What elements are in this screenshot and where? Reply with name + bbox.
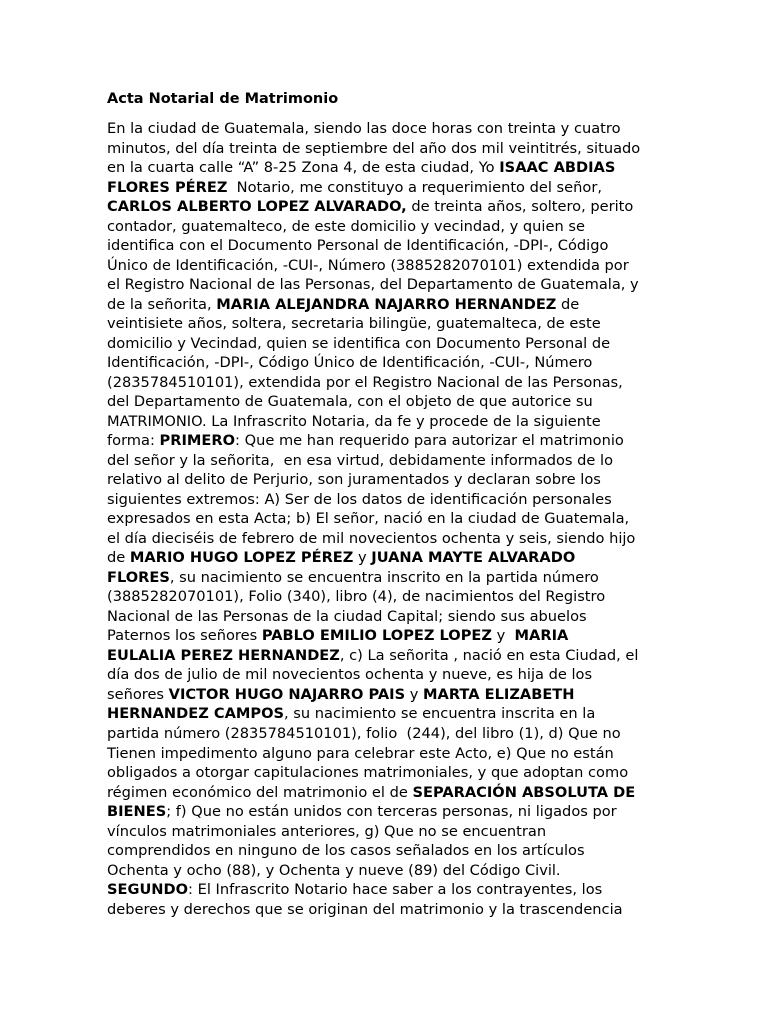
body-text-run: siguientes extremos: A) Ser de los datos de identificación personales — [107, 490, 612, 508]
bold-text: JUANA MAYTE ALVARADO — [371, 549, 576, 567]
body-text-run: ; f) Que no están unidos con terceras personas, ni ligados por — [166, 803, 617, 821]
document-line — [107, 139, 659, 159]
document-line — [107, 724, 659, 744]
bold-text: ISAAC ABDIAS — [499, 159, 616, 177]
bold-text: CARLOS ALBERTO LOPEZ ALVARADO, — [107, 198, 407, 216]
document-line — [107, 744, 659, 764]
document-line — [107, 646, 659, 666]
bold-text: FLORES — [107, 568, 170, 586]
body-text-run: partida número (2835784510101), folio (244), del libro (1), d) Que no — [107, 724, 621, 742]
bold-text: FLORES PÉREZ — [107, 178, 228, 196]
body-text-run: En la ciudad de Guatemala, siendo las doce horas con treinta y cuatro — [107, 120, 621, 137]
document-line — [107, 119, 659, 139]
document-line — [107, 197, 659, 217]
body-text-run: de la señorita, — [107, 295, 217, 313]
body-text-run: MATRIMONIO. La Infrascrito Notaria, da fe y procede de la siguiente — [107, 412, 601, 430]
document-line — [107, 451, 659, 471]
body-text-run: relativo al delito de Perjurio, son juramentados y declaran sobre los — [107, 471, 601, 489]
body-text-run: el día dieciséis de febrero de mil novecientos ochenta y seis, siendo hijo — [107, 529, 636, 547]
document-line — [107, 841, 659, 861]
body-text-run: y — [353, 549, 372, 567]
document-line — [107, 861, 659, 881]
document-line — [107, 665, 659, 685]
body-text-run: del Departamento de Guatemala, con el objeto de que autorice su — [107, 393, 593, 411]
body-text-run: Notario, me constituyo a requerimiento del señor, — [227, 178, 602, 196]
bold-text: MARIA — [514, 627, 569, 645]
document-line — [107, 880, 659, 900]
document-line — [107, 822, 659, 842]
body-text-run: comprendidos en ninguno de los casos señalados en los artículos — [107, 842, 585, 860]
document-line — [107, 334, 659, 354]
document-page — [107, 89, 659, 919]
body-text-run: señores — [107, 685, 169, 703]
document-line — [107, 568, 659, 588]
bold-text: BIENES — [107, 803, 167, 821]
body-text-run: de — [556, 295, 580, 313]
bold-text: SEPARACIÓN ABSOLUTA DE — [412, 783, 636, 801]
bold-text: VICTOR HUGO NAJARRO PAIS — [168, 685, 406, 703]
bold-text: MARIO HUGO LOPEZ PÉREZ — [129, 549, 354, 567]
body-text-run: obligados a otorgar capitulaciones matrimoniales, y que adoptan como — [107, 764, 629, 782]
body-text-run: vínculos matrimoniales anteriores, g) Que no se encuentran — [107, 822, 547, 840]
body-text-run: Tienen impedimento alguno para celebrar este Acto, e) Que no están — [107, 744, 614, 762]
document-line — [107, 392, 659, 412]
body-text-run: y — [491, 627, 515, 645]
document-line — [107, 626, 659, 646]
document-line — [107, 373, 659, 393]
bold-text: EULALIA PEREZ HERNANDEZ — [107, 646, 340, 664]
body-text-run: (2835784510101), extendida por el Registro Nacional de las Personas, — [107, 373, 623, 391]
document-line — [107, 490, 659, 510]
document-line — [107, 431, 659, 451]
body-text-run: Ochenta y ocho (88), y Ochenta y nueve (89) del Código Civil. — [107, 861, 561, 879]
document-line — [107, 412, 659, 432]
body-text-run: (3885282070101), Folio (340), libro (4), de nacimientos del Registro — [107, 588, 606, 606]
document-line — [107, 685, 659, 705]
document-line — [107, 470, 659, 490]
body-text-run: forma: — [107, 432, 160, 450]
body-text-run: minutos, del día treinta de septiembre del año dos mil veintitrés, situado — [107, 139, 641, 157]
body-text-run: , su nacimiento se encuentra inscrita en la — [284, 705, 596, 723]
document-line — [107, 587, 659, 607]
body-text-run: el Registro Nacional de las Personas, del Departamento de Guatemala, y — [107, 276, 639, 294]
bold-text: SEGUNDO — [107, 881, 189, 899]
bold-text: PABLO EMILIO LOPEZ LOPEZ — [261, 627, 492, 645]
document-line — [107, 256, 659, 276]
bold-text: PRIMERO — [159, 432, 236, 450]
body-text-run: día dos de julio de mil novecientos ochenta y nueve, es hija de los — [107, 666, 593, 684]
document-line — [107, 900, 659, 920]
body-text-run: Paternos los señores — [107, 627, 262, 645]
body-text-run: en la cuarta calle “A” 8-25 Zona 4, de esta ciudad, Yo — [107, 159, 500, 177]
body-text-run: deberes y derechos que se originan del matrimonio y la trascendencia — [107, 900, 623, 918]
document-line — [107, 158, 659, 178]
body-text-run: Único de Identificación, -CUI-, Número (3885282070101) extendida por — [107, 256, 629, 274]
body-text-run: del señor y la señorita, en esa virtud, debidamente informados de lo — [107, 451, 613, 469]
document-line — [107, 783, 659, 803]
document-line — [107, 295, 659, 315]
body-text-run: : Que me han requerido para autorizar el matrimonio — [235, 432, 624, 450]
document-line — [107, 802, 659, 822]
document-title: Acta Notarial de Matrimonio — [107, 91, 339, 107]
body-text-run: y — [405, 685, 424, 703]
body-text-run: Nacional de las Personas de la ciudad Capital; siendo sus abuelos — [107, 607, 587, 625]
document-line — [107, 353, 659, 373]
body-text-run: contador, guatemalteco, de este domicilio y vecindad, y quien se — [107, 217, 585, 235]
bold-text: MARTA ELIZABETH — [423, 685, 575, 703]
document-line — [107, 314, 659, 334]
document-line — [107, 178, 659, 198]
bold-text: HERNANDEZ CAMPOS — [107, 705, 285, 723]
document-line — [107, 704, 659, 724]
body-text-run: identifica con el Documento Personal de Identificación, -DPI-, Código — [107, 237, 609, 255]
body-text-run: , su nacimiento se encuentra inscrito en la partida número — [169, 568, 599, 586]
document-line — [107, 275, 659, 295]
body-text-run: Identificación, -DPI-, Código Único de Identificación, -CUI-, Número — [107, 354, 593, 372]
document-line — [107, 548, 659, 568]
body-text-run: régimen económico del matrimonio el de — [107, 783, 413, 801]
document-line — [107, 763, 659, 783]
document-line — [107, 236, 659, 256]
document-line — [107, 607, 659, 627]
document-line — [107, 509, 659, 529]
body-text-run: de treinta años, soltero, perito — [406, 198, 634, 216]
document-body — [107, 119, 659, 919]
body-text-run: : El Infrascrito Notario hace saber a los contrayentes, los — [188, 881, 603, 899]
document-line — [107, 529, 659, 549]
body-text-run: veintisiete años, soltera, secretaria bilingüe, guatemalteca, de este — [107, 315, 601, 333]
body-text-run: de — [107, 549, 130, 567]
document-line — [107, 217, 659, 237]
body-text-run: , c) La señorita , nació en esta Ciudad, el — [339, 646, 639, 664]
body-text-run: expresados en esta Acta; b) El señor, nació en la ciudad de Guatemala, — [107, 510, 630, 528]
body-text-run: domicilio y Vecindad, quien se identifica con Documento Personal de — [107, 334, 611, 352]
bold-text: MARIA ALEJANDRA NAJARRO HERNANDEZ — [216, 295, 557, 313]
